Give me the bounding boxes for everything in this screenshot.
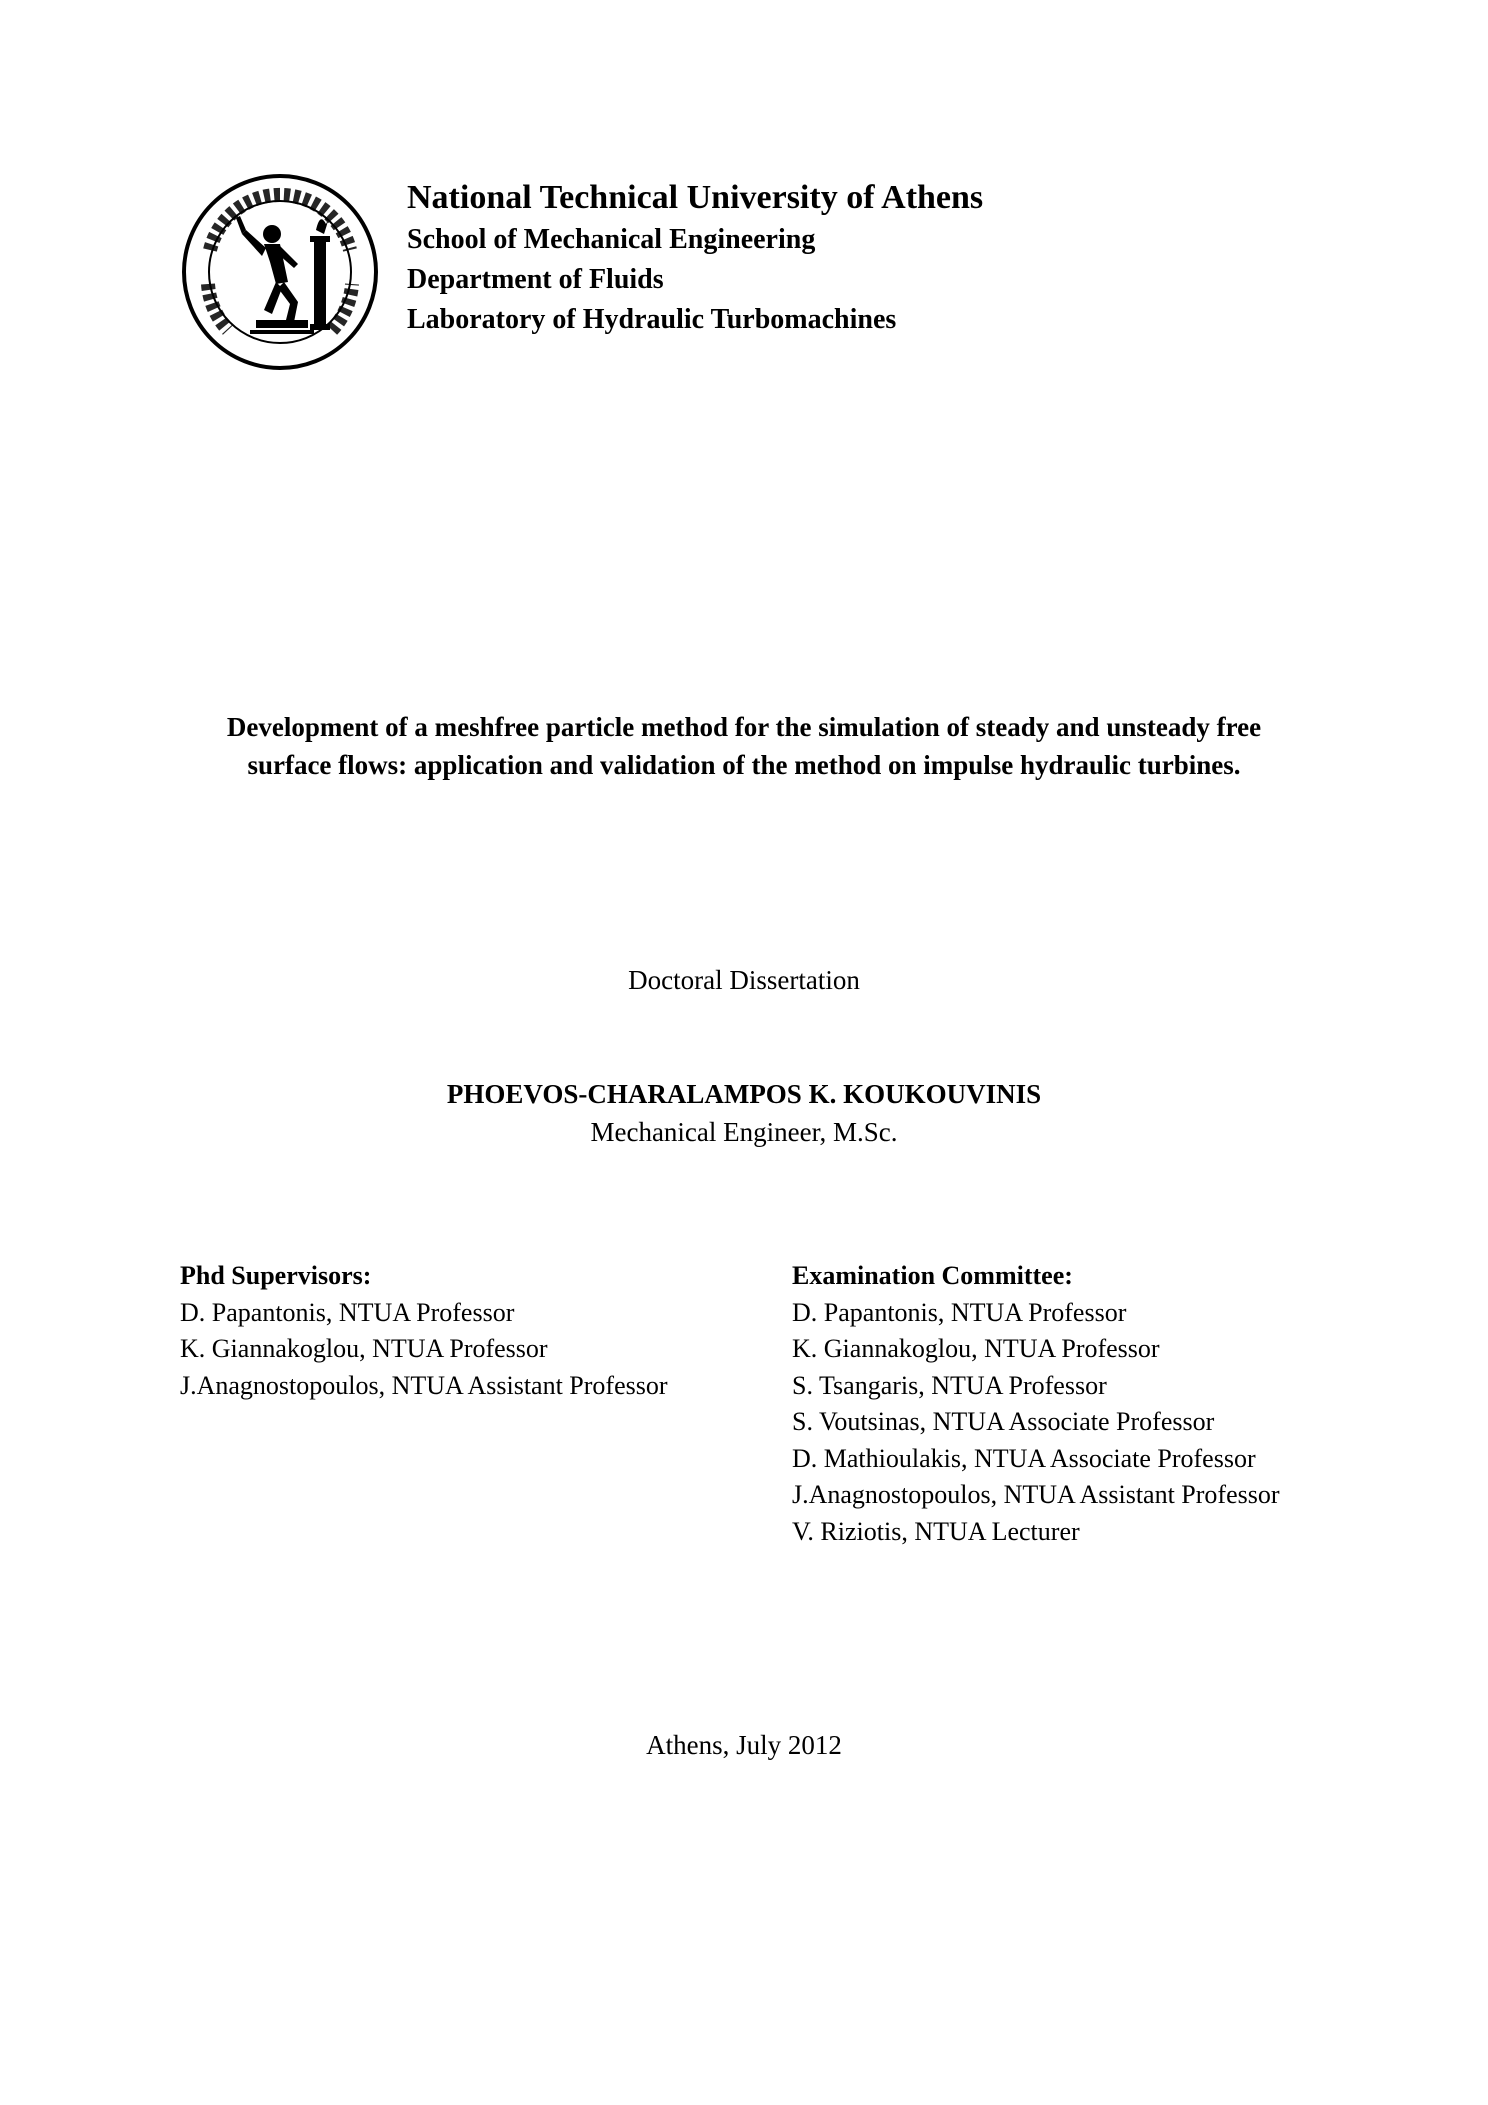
author-title: Mechanical Engineer, M.Sc.	[590, 1117, 898, 1147]
committee-section	[792, 1258, 1280, 1550]
place-and-date: Athens, July 2012	[646, 1730, 842, 1760]
list-item: D. Papantonis, NTUA Professor	[792, 1297, 1127, 1327]
list-item: J.Anagnostopoulos, NTUA Assistant Professor	[180, 1370, 668, 1400]
title-line-2: surface flows: application and validation of the method on impulse hydraulic turbines.	[247, 750, 1241, 780]
list-item: K. Giannakoglou, NTUA Professor	[180, 1334, 548, 1363]
list-item: V. Riziotis, NTUA Lecturer	[792, 1516, 1080, 1546]
school-name: School of Mechanical Engineering	[407, 224, 816, 255]
dissertation-title	[150, 708, 1338, 784]
title-line-1: Development of a meshfree particle method for the simulation of steady and unsteady free	[226, 712, 1262, 742]
author-name: PHOEVOS-CHARALAMPOS K. KOUKOUVINIS	[446, 1079, 1042, 1109]
supervisors-heading: Phd Supervisors:	[180, 1261, 372, 1290]
committee-list	[792, 1295, 1280, 1551]
university-seal-logo	[180, 172, 380, 372]
committee-heading: Examination Committee:	[792, 1261, 1073, 1290]
list-item: S. Tsangaris, NTUA Professor	[792, 1370, 1107, 1400]
author-block	[0, 1075, 1488, 1151]
supervisors-section	[180, 1258, 668, 1404]
department-name: Department of Fluids	[407, 264, 664, 295]
laboratory-name: Laboratory of Hydraulic Turbomachines	[407, 304, 897, 335]
document-type: Doctoral Dissertation	[628, 965, 860, 995]
list-item: D. Mathioulakis, NTUA Associate Professor	[792, 1443, 1256, 1473]
list-item: J.Anagnostopoulos, NTUA Assistant Professor	[792, 1480, 1280, 1509]
list-item: D. Papantonis, NTUA Professor	[180, 1297, 515, 1327]
supervisors-list	[180, 1295, 668, 1405]
university-name: National Technical University of Athens	[407, 179, 984, 216]
list-item: K. Giannakoglou, NTUA Professor	[792, 1334, 1160, 1363]
list-item: S. Voutsinas, NTUA Associate Professor	[792, 1407, 1215, 1436]
institution-header	[407, 176, 983, 340]
